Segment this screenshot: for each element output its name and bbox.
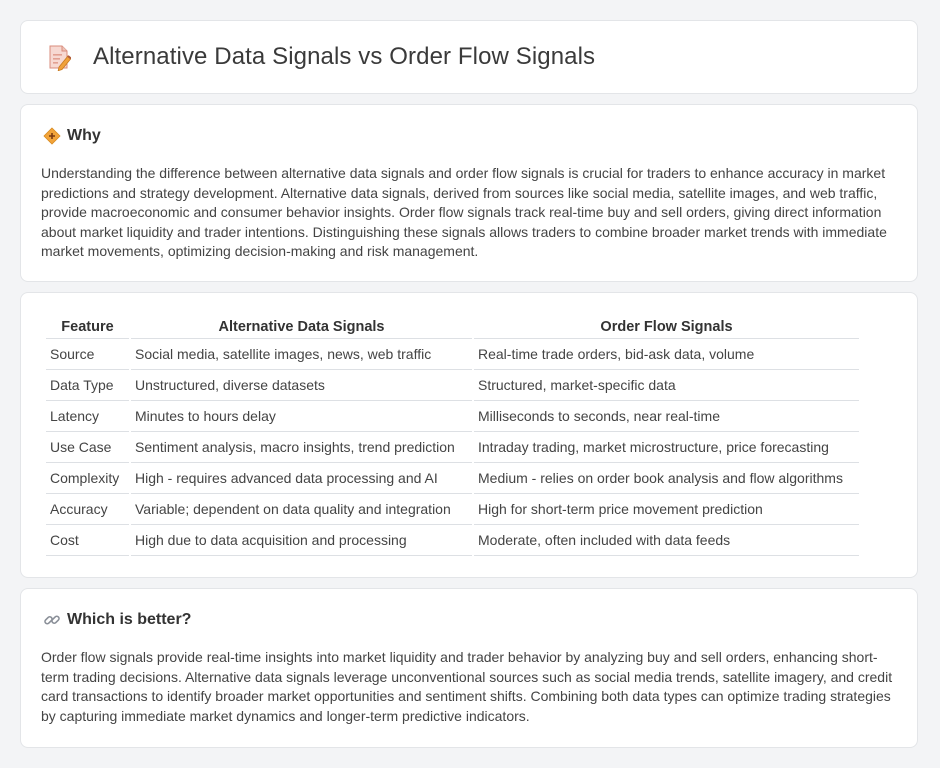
order-flow-cell: High for short-term price movement prediction <box>474 494 859 525</box>
alternative-data-cell: High due to data acquisition and processing <box>131 525 472 556</box>
table-row <box>46 463 859 494</box>
order-flow-cell: Moderate, often included with data feeds <box>474 525 859 556</box>
table-header-row <box>46 316 859 339</box>
why-heading: Why <box>67 127 101 144</box>
column-header-order-flow: Order Flow Signals <box>474 316 859 339</box>
feature-cell: Complexity <box>46 463 129 494</box>
table-row <box>46 339 859 370</box>
table-row <box>46 370 859 401</box>
feature-cell: Source <box>46 339 129 370</box>
comparison-table <box>44 316 861 556</box>
alternative-data-cell: Minutes to hours delay <box>131 401 472 432</box>
order-flow-cell: Medium - relies on order book analysis and flow algorithms <box>474 463 859 494</box>
why-card <box>20 104 918 282</box>
why-heading-row <box>43 127 101 145</box>
feature-cell: Latency <box>46 401 129 432</box>
comparison-card <box>20 292 918 578</box>
document-pencil-icon <box>47 43 71 71</box>
feature-cell: Cost <box>46 525 129 556</box>
better-body: Order flow signals provide real-time insights into market liquidity and trader behavior by analyzing buy and sell orders, enhancing short-term trading decisions. Alternative data signals leverage unconventional sources such as social media trends, satellite imagery, and credit card transactions to identify broader market opportunities and sentiment shifts. Combining both data types can optimize trading strategies by capturing immediate market dynamics and longer-term predictive indicators. <box>41 649 893 724</box>
why-body: Understanding the difference between alternative data signals and order flow signals is crucial for traders to enhance accuracy in market predictions and strategy development. Alternative data signals, derived from sources like social media, satellite images, and web traffic, provide macroeconomic and consumer behavior insights. Order flow signals track real-time buy and sell orders, giving direct information about market liquidity and trader intentions. Distinguishing these signals allows traders to combine broader market trends with immediate market movements, optimizing decision-making and risk management. <box>41 165 887 260</box>
column-header-feature: Feature <box>46 316 129 339</box>
alternative-data-cell: Social media, satellite images, news, web traffic <box>131 339 472 370</box>
order-flow-cell: Real-time trade orders, bid-ask data, volume <box>474 339 859 370</box>
order-flow-cell: Milliseconds to seconds, near real-time <box>474 401 859 432</box>
title-card <box>20 20 918 94</box>
feature-cell: Use Case <box>46 432 129 463</box>
order-flow-cell: Intraday trading, market microstructure, price forecasting <box>474 432 859 463</box>
order-flow-cell: Structured, market-specific data <box>474 370 859 401</box>
alternative-data-cell: Variable; dependent on data quality and integration <box>131 494 472 525</box>
feature-cell: Data Type <box>46 370 129 401</box>
alternative-data-cell: Sentiment analysis, macro insights, trend prediction <box>131 432 472 463</box>
table-row <box>46 494 859 525</box>
diamond-warning-icon <box>43 127 61 145</box>
page-title: Alternative Data Signals vs Order Flow Signals <box>93 43 596 70</box>
better-heading: Which is better? <box>67 611 192 628</box>
column-header-alternative-data: Alternative Data Signals <box>131 316 472 339</box>
table-row <box>46 432 859 463</box>
alternative-data-cell: Unstructured, diverse datasets <box>131 370 472 401</box>
table-row <box>46 401 859 432</box>
alternative-data-cell: High - requires advanced data processing and AI <box>131 463 472 494</box>
table-row <box>46 525 859 556</box>
link-icon <box>43 611 61 629</box>
better-heading-row <box>43 611 191 629</box>
which-is-better-card <box>20 588 918 748</box>
title-row <box>47 43 595 71</box>
feature-cell: Accuracy <box>46 494 129 525</box>
